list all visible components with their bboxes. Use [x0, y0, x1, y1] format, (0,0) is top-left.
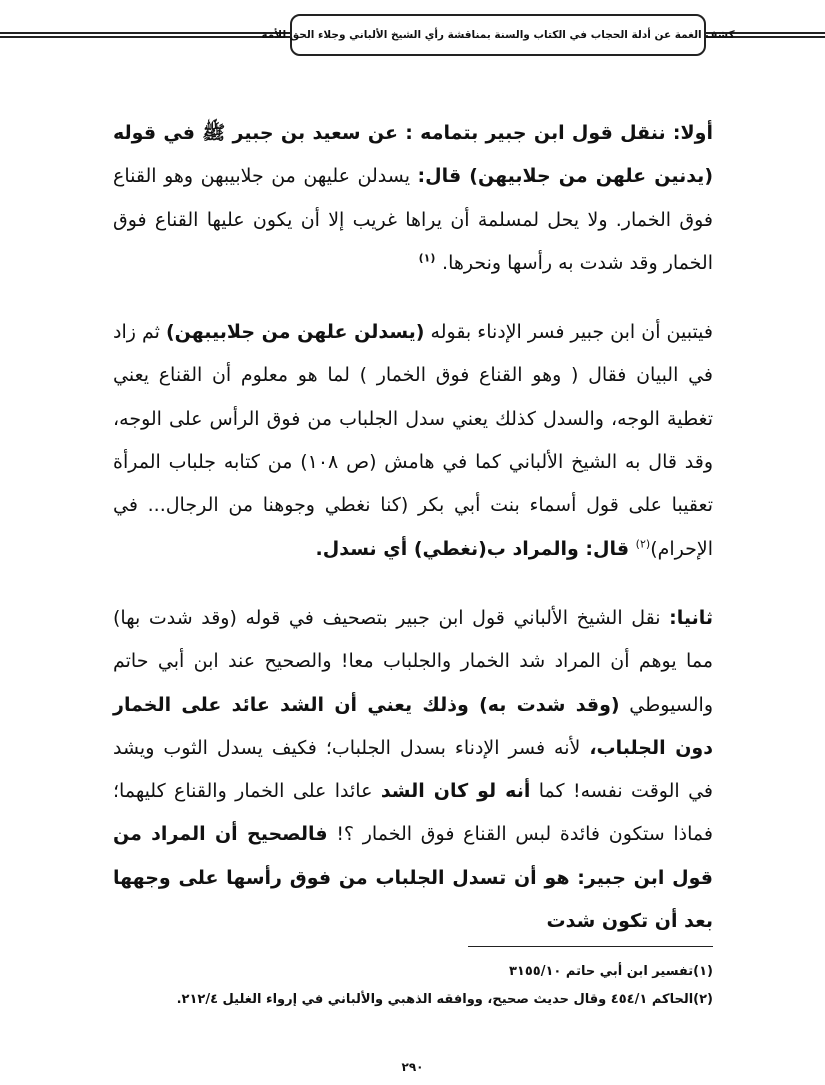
paragraph-3-text-1: نقل الشيخ الألباني قول ابن جبير بتصحيف في قوله (وقد شدت بها) مما يوهم أن المراد شد الخمار والجلباب معا! والصحيح عند ابن أبي حاتم والسيوطي: [113, 606, 713, 716]
main-text: [113, 112, 713, 969]
footnote-separator: [468, 946, 713, 947]
footnote-2: (٢)الحاكم ٤٥٤/١ وقال حديث صحيح، ووافقه الذهبي والألباني في إرواء الغليل ٢١٢/٤.: [176, 992, 713, 1007]
running-header-title: كشف الغمة عن أدلة الحجاب في الكتاب والسنة بمناقشة رأي الشيخ الألباني وجلاء الحق للأمة: [261, 29, 735, 41]
footnote-1: (١)تفسير ابن أبي حاتم ٣١٥٥/١٠: [508, 964, 713, 979]
honorific-symbol: ﷺ: [202, 122, 226, 144]
paragraph-3-bold-2: (وقد شدت به) وذلك يعني أن الشد عائد على الخمار دون الجلباب،: [113, 693, 713, 759]
paragraph-1-quote: في قوله (يدنين علهن من جلابيهن) قال:: [113, 122, 713, 188]
paragraph-3-text-2: لأنه فسر الإدناء بسدل الجلباب؛ فكيف يسدل الثوب ويشد في الوقت نفسه! كما: [113, 736, 713, 803]
paragraph-1-rest: يسدلن عليهن من جلابيبهن وهو القناع فوق الخمار. ولا يحل لمسلمة أن يراها غريب إلا أن يكون عليها القناع فوق الخمار وقد شدت به رأسها ونحرها.: [113, 165, 713, 274]
footnote-ref-2: (٢): [635, 537, 651, 551]
paragraph-3-bold-3: أنه لو كان الشد: [380, 780, 531, 803]
paragraph-1-lead: أولا: ننقل قول ابن جبير بتمامه : عن سعيد بن جبير: [225, 122, 713, 144]
paragraph-3-bold-4: فالصحيح أن المراد من قول ابن جبير: هو أن تسدل الجلباب من فوق رأسها على وجهها بعد أن تكون شدت: [113, 823, 713, 933]
paragraph-3-text-3: عائدا على الخمار والقناع كليهما؛ فماذا ستكون فائدة لبس القناع فوق الخمار ؟!: [113, 780, 713, 846]
paragraph-2-text-3: قال: والمراد ب(نغطي) أي نسدل.: [315, 537, 636, 560]
running-header: [261, 14, 735, 56]
paragraph-2-text-1: فيتبين أن ابن جبير فسر الإدناء بقوله: [424, 321, 713, 344]
paragraph-3: [113, 597, 713, 943]
footnotes: [113, 958, 713, 1014]
paragraph-1: [113, 112, 713, 285]
paragraph-2-text-2: ثم زاد في البيان فقال ( وهو القناع فوق الخمار ) لما هو معلوم أن القناع يعني تغطية الوجه، والسدل كذلك يعني سدل الجلباب من فوق الرأس على الوجه، وقد قال به الشيخ الألباني كما في هامش (ص ١٠٨) من كتابه جلباب المرأة تعقيبا على قول أسماء بنت أبي بكر (كنا نغطي وجوهنا من الرجال... في الإحرام): [113, 321, 714, 560]
paragraph-3-bold-1: ثانيا:: [669, 606, 713, 629]
paragraph-2: [113, 311, 713, 571]
header-rule-left: [0, 32, 290, 38]
footnote-ref-1: (١): [418, 251, 436, 265]
paragraph-2-bold-1: (يسدلن علهن من جلابيبهن): [165, 321, 425, 344]
page-number: ٢٩٠: [401, 1060, 424, 1074]
